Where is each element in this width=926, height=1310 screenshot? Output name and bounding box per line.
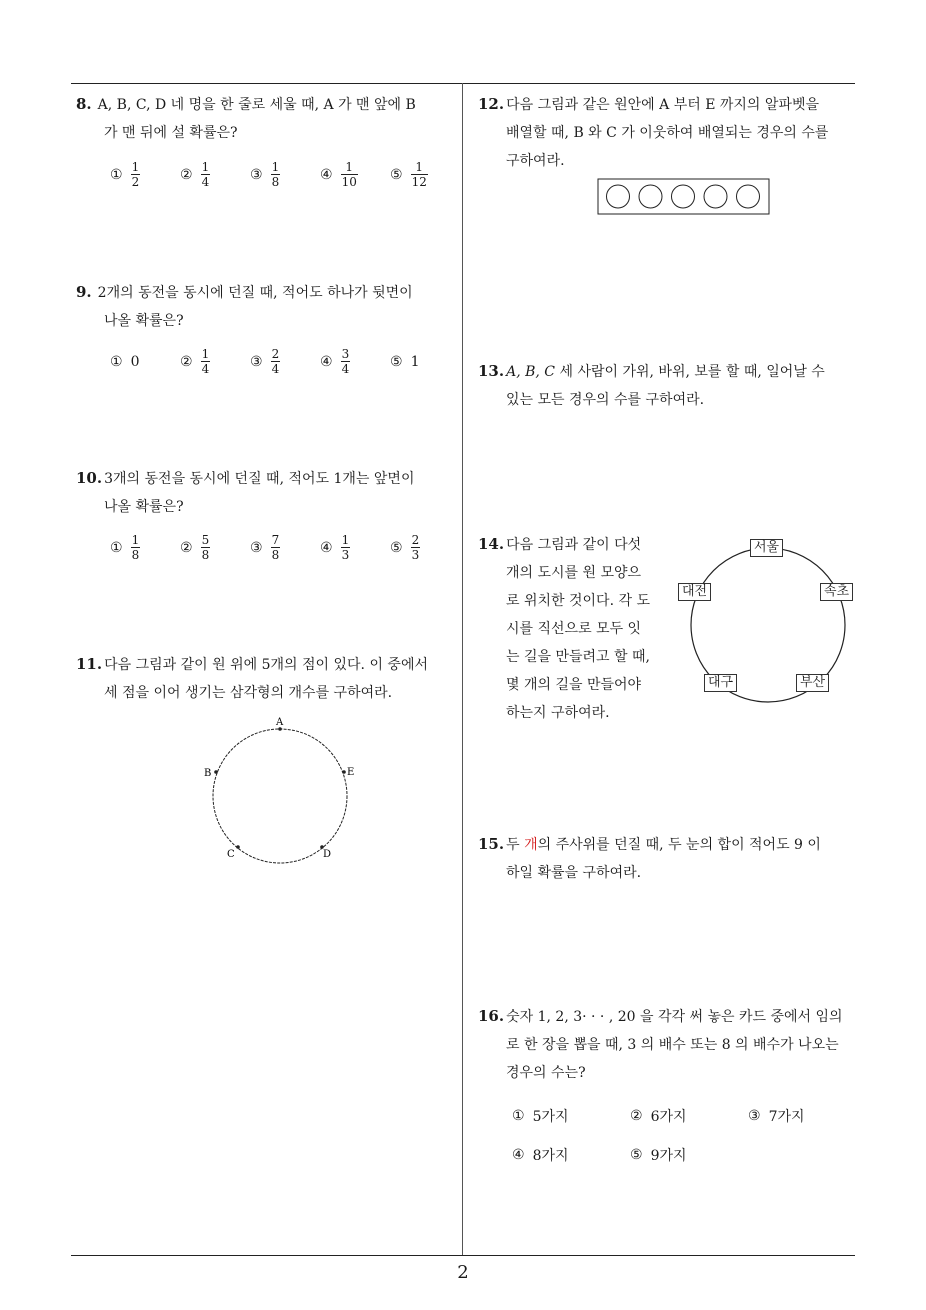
point-c: [236, 845, 240, 849]
question-10: [76, 464, 461, 521]
choice-5[interactable]: ⑤ $\frac{2}{3}$: [390, 533, 420, 562]
question-number: 11.: [76, 655, 103, 673]
question-text: 시를 직선으로 모두 잇: [506, 621, 642, 637]
question-number: 10.: [76, 469, 103, 487]
choice-4[interactable]: ④ $\frac{1}{10}$: [320, 160, 357, 189]
choice-4[interactable]: ④ 8가지: [512, 1147, 569, 1164]
choice-3[interactable]: ③ $\frac{1}{8}$: [250, 160, 280, 189]
city-label-busan: 부산: [796, 674, 829, 692]
city-label-seoul: 서울: [750, 539, 783, 557]
question-text: 몇 개의 길을 만들어야: [506, 677, 642, 693]
question-text: 나올 확률은?: [104, 499, 184, 515]
question-text: 개의 도시를 원 모양으: [506, 565, 642, 581]
question-text: 경우의 수는?: [506, 1065, 586, 1081]
question-8: [76, 90, 461, 147]
city-label-daejeon: 대전: [678, 583, 711, 601]
question-text: 3개의 동전을 동시에 던질 때, 적어도 1개는 앞면이: [104, 471, 415, 487]
fraction: $\frac{3}{4}$: [341, 347, 350, 376]
slot-circle: [607, 185, 630, 208]
question-text: 세 사람이 가위, 바위, 보를 할 때, 일어날 수: [555, 364, 825, 380]
choice-3[interactable]: ③ $\frac{7}{8}$: [250, 533, 280, 562]
choice-2[interactable]: ② 6가지: [630, 1108, 687, 1125]
fraction: $\frac{5}{8}$: [201, 533, 210, 562]
question-number: 12.: [478, 95, 505, 113]
choice-5[interactable]: ⑤ 1: [390, 353, 420, 370]
fraction: $\frac{1}{8}$: [271, 160, 280, 189]
choice-3[interactable]: ③ $\frac{2}{4}$: [250, 347, 280, 376]
city-label-daegu: 대구: [704, 674, 737, 692]
choice-1[interactable]: ① 5가지: [512, 1108, 569, 1125]
question-text: 다음 그림과 같은 원안에 A 부터 E 까지의 알파벳을: [506, 97, 819, 113]
question-text: 있는 모든 경우의 수를 구하여라.: [506, 392, 705, 408]
highlighted-word: 개: [524, 837, 538, 853]
answer-choices-row-1: [512, 1106, 866, 1126]
choice-3[interactable]: ③ 7가지: [748, 1108, 805, 1125]
choice-4[interactable]: ④ $\frac{1}{3}$: [320, 533, 350, 562]
question-number: 13.: [478, 362, 505, 380]
choice-1[interactable]: ① $\frac{1}{8}$: [110, 533, 140, 562]
question-number: 16.: [478, 1007, 505, 1025]
question-text: 하는지 구하여라.: [506, 705, 610, 721]
question-15: [478, 830, 863, 887]
fraction: $\frac{2}{4}$: [271, 347, 280, 376]
slot-circle: [737, 185, 760, 208]
answer-choices: [110, 160, 460, 189]
label-c: C: [227, 849, 235, 860]
question-text: 2개의 동전을 동시에 던질 때, 적어도 하나가 뒷면이: [97, 285, 413, 301]
question-12: [478, 90, 863, 175]
slot-circle: [639, 185, 662, 208]
question-text: 구하여라.: [506, 153, 565, 169]
question-text: 다음 그림과 같이 다섯: [506, 537, 642, 553]
label-e: E: [347, 767, 355, 778]
question-text: 두: [506, 837, 525, 853]
question-text: 나올 확률은?: [104, 313, 184, 329]
five-points-circle-diagram: [195, 712, 365, 872]
choice-5[interactable]: ⑤ $\frac{1}{12}$: [390, 160, 427, 189]
label-a: A: [276, 717, 284, 728]
question-number: 15.: [478, 835, 505, 853]
question-text: 다음 그림과 같이 원 위에 5개의 점이 있다. 이 중에서: [104, 657, 428, 673]
question-number: 14.: [478, 535, 505, 553]
five-circles-diagram: [597, 178, 771, 216]
fraction: $\frac{1}{4}$: [201, 160, 210, 189]
fraction: $\frac{2}{3}$: [411, 533, 420, 562]
page-number: 2: [457, 1262, 469, 1283]
fraction: $\frac{7}{8}$: [271, 533, 280, 562]
column-divider: [462, 83, 463, 1256]
question-number: 9.: [76, 283, 92, 301]
city-label-sokcho: 속초: [820, 583, 853, 601]
question-text: 로 위치한 것이다. 각 도: [506, 593, 650, 609]
top-rule: [71, 83, 855, 84]
choice-4[interactable]: ④ $\frac{3}{4}$: [320, 347, 350, 376]
question-variables: A, B, C: [506, 364, 556, 380]
question-text: 가 맨 뒤에 설 확률은?: [104, 125, 238, 141]
answer-choices: [110, 347, 460, 376]
choice-1[interactable]: ① 0: [110, 353, 140, 370]
choice-2[interactable]: ② $\frac{1}{4}$: [180, 347, 210, 376]
question-16: [478, 1002, 863, 1087]
slot-circle: [704, 185, 727, 208]
question-13: [478, 357, 863, 414]
question-text: 숫자 1, 2, 3· · · , 20 을 각각 써 놓은 카드 중에서 임의: [506, 1009, 843, 1025]
question-11: [76, 650, 461, 707]
fraction: $\frac{1}{12}$: [411, 160, 427, 189]
fraction: $\frac{1}{3}$: [341, 533, 350, 562]
question-text: A, B, C, D 네 명을 한 줄로 세울 때, A 가 맨 앞에 B: [97, 97, 416, 113]
question-text: 의 주사위를 던질 때, 두 눈의 합이 적어도 9 이: [537, 837, 821, 853]
slot-circle: [672, 185, 695, 208]
question-number: 8.: [76, 95, 92, 113]
fraction: $\frac{1}{4}$: [201, 347, 210, 376]
question-text: 세 점을 이어 생기는 삼각형의 개수를 구하여라.: [104, 685, 393, 701]
fraction: $\frac{1}{2}$: [131, 160, 140, 189]
choice-5[interactable]: ⑤ 9가지: [630, 1147, 687, 1164]
question-14: [478, 530, 678, 727]
fraction: $\frac{1}{10}$: [341, 160, 357, 189]
question-text: 하일 확률을 구하여라.: [506, 865, 642, 881]
choice-1[interactable]: ① $\frac{1}{2}$: [110, 160, 140, 189]
question-text: 배열할 때, B 와 C 가 이웃하여 배열되는 경우의 수를: [506, 125, 829, 141]
fraction: $\frac{1}{8}$: [131, 533, 140, 562]
point-b: [214, 770, 218, 774]
choice-2[interactable]: ② $\frac{1}{4}$: [180, 160, 210, 189]
question-text: 로 한 장을 뽑을 때, 3 의 배수 또는 8 의 배수가 나오는: [506, 1037, 839, 1053]
answer-choices: [110, 533, 460, 562]
label-b: B: [204, 768, 212, 779]
question-9: [76, 278, 461, 335]
bottom-rule: [71, 1255, 855, 1256]
choice-2[interactable]: ② $\frac{5}{8}$: [180, 533, 210, 562]
question-text: 는 길을 만들려고 할 때,: [506, 649, 650, 665]
label-d: D: [323, 849, 332, 860]
point-e: [342, 770, 346, 774]
answer-choices-row-2: [512, 1145, 748, 1165]
